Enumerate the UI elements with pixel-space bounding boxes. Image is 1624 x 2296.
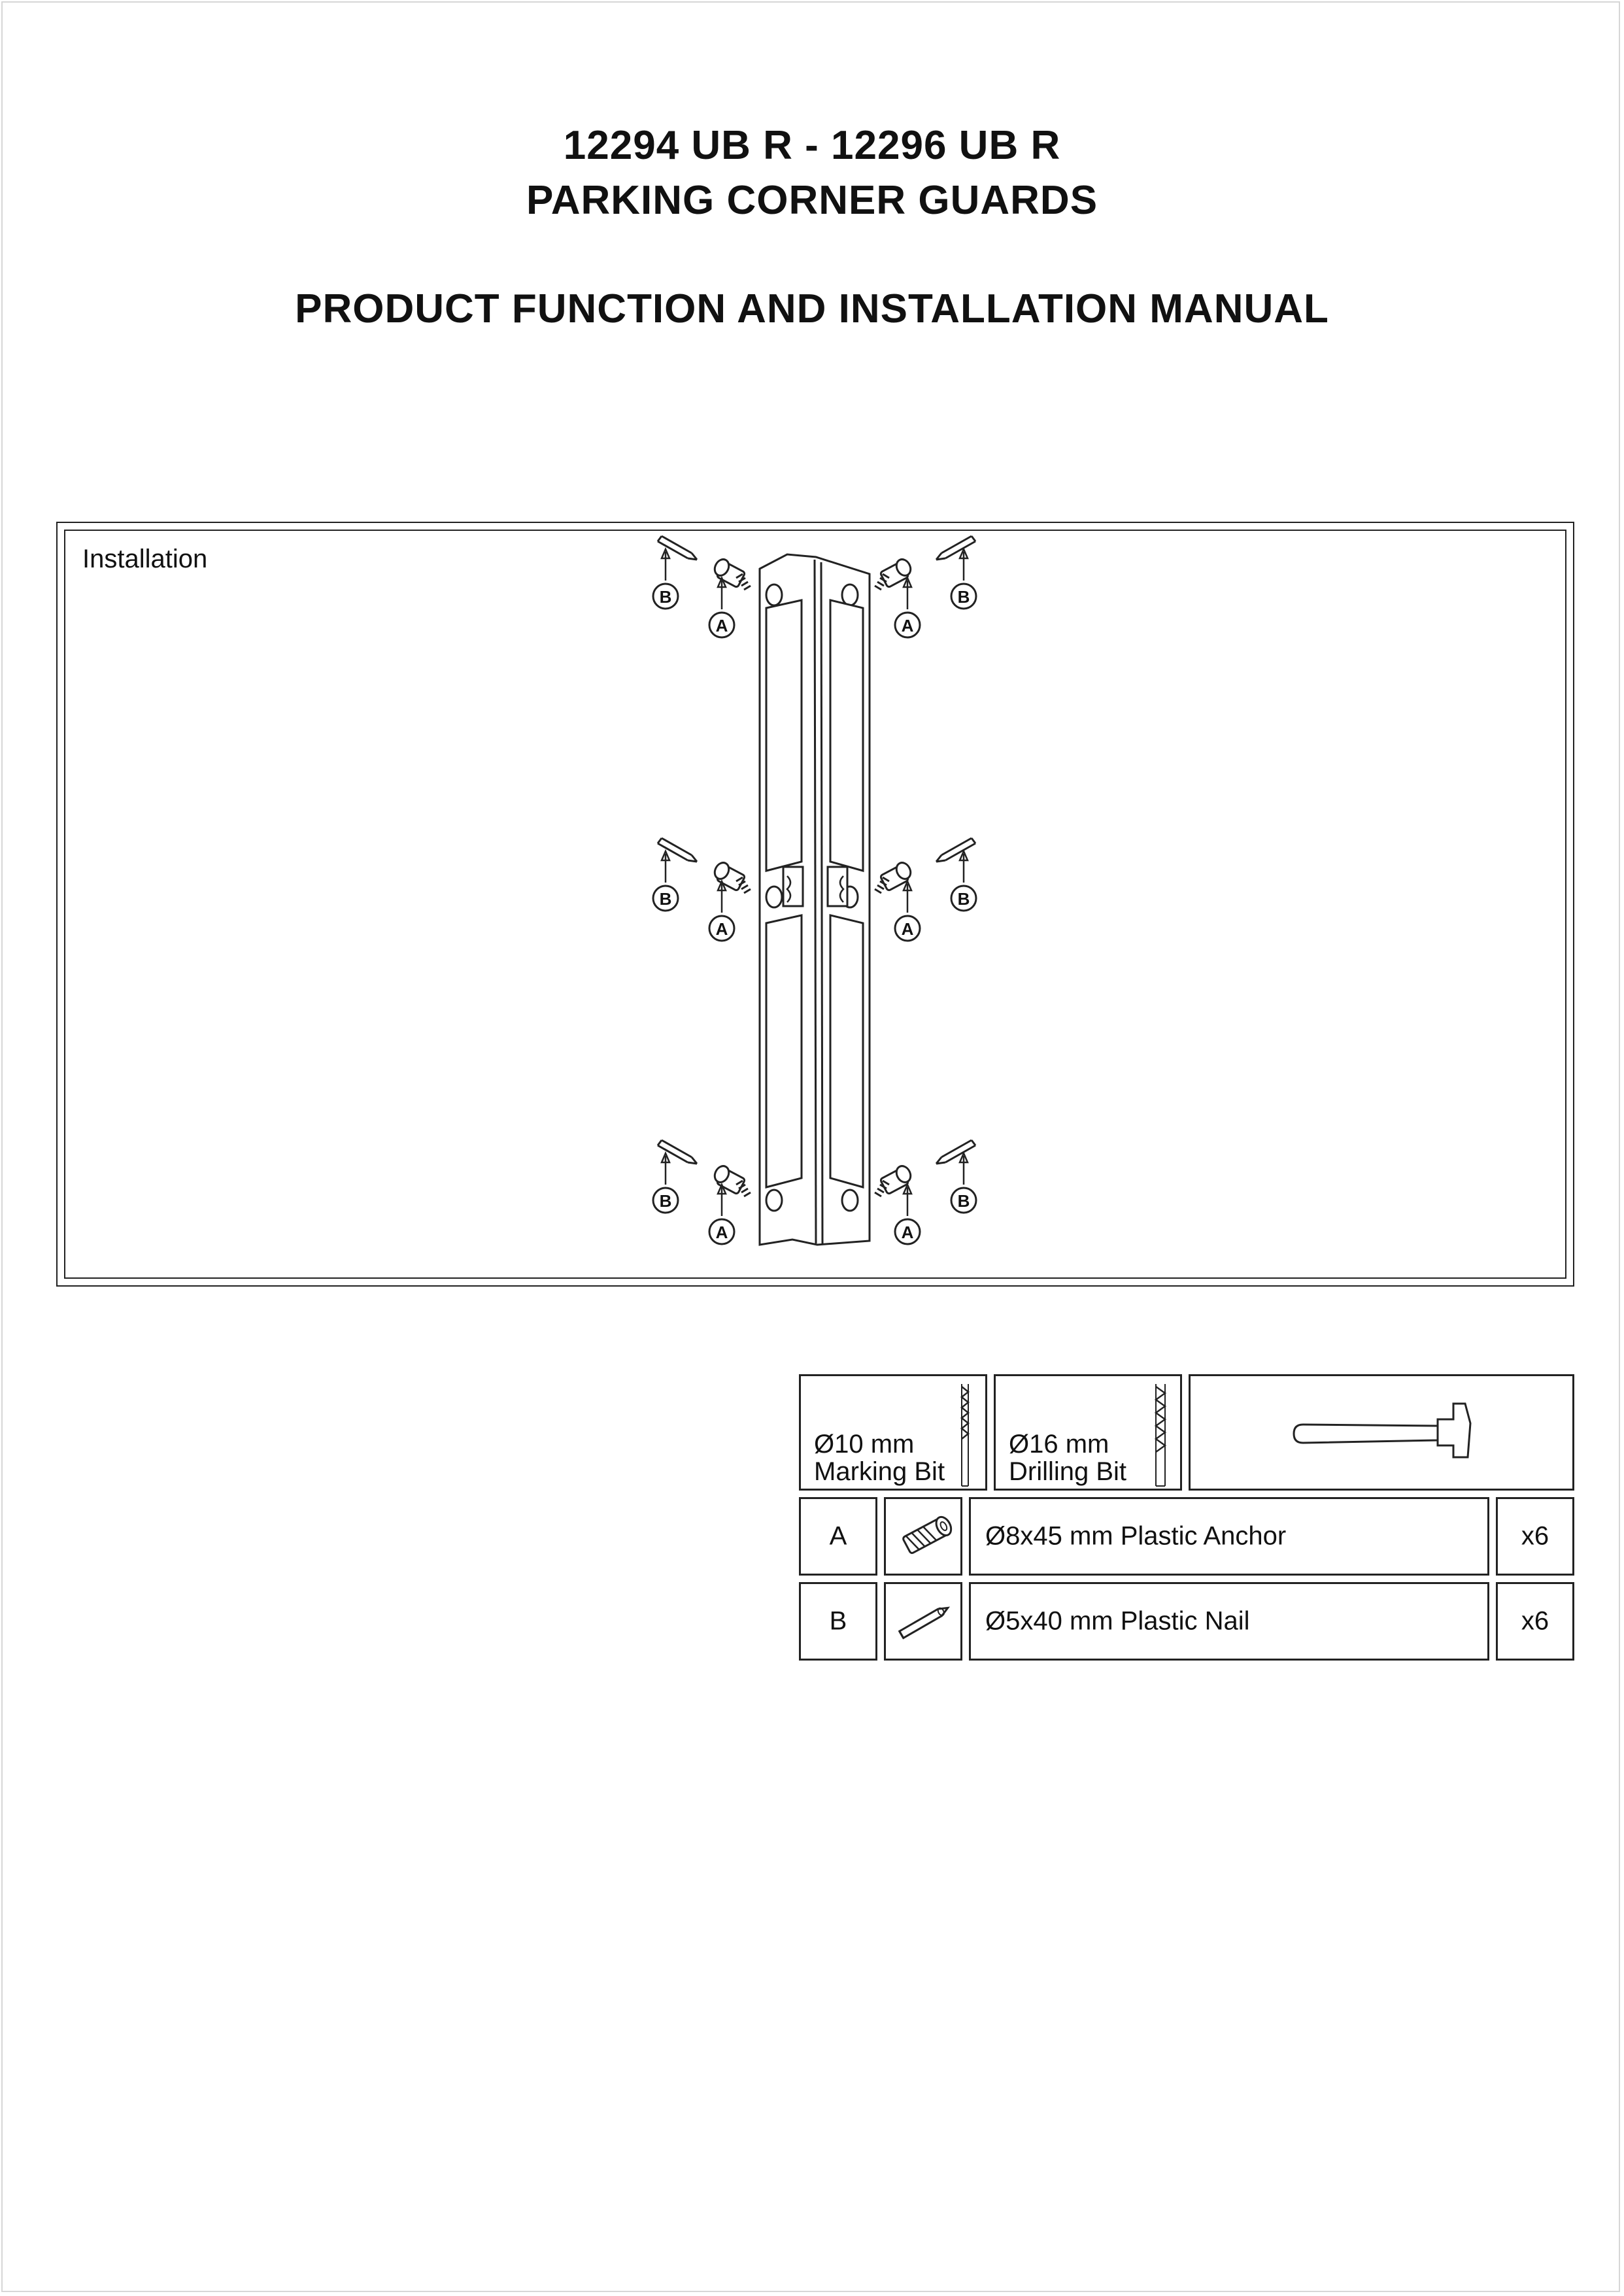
marking-bit-cell	[799, 1374, 987, 1491]
drill-bit-icon	[955, 1381, 975, 1489]
part-a-description: Ø8x45 mm Plastic Anchor	[985, 1521, 1287, 1551]
plastic-nail-icon	[888, 1587, 958, 1656]
marking-bit-name: Marking Bit	[814, 1457, 945, 1486]
part-b-icon-cell	[884, 1582, 962, 1661]
callout-a: A	[901, 1223, 914, 1242]
part-a-code: A	[829, 1521, 847, 1551]
drill-bit-icon	[1150, 1381, 1172, 1489]
part-b-description-cell	[969, 1582, 1489, 1661]
model-title: 12294 UB R - 12296 UB R	[563, 123, 1061, 168]
part-a-qty-cell	[1496, 1497, 1574, 1576]
callout-a: A	[715, 919, 728, 939]
callout-a: A	[715, 616, 728, 635]
part-b-qty: x6	[1521, 1606, 1549, 1636]
hammer-icon	[1289, 1400, 1485, 1472]
callout-a: A	[715, 1223, 728, 1242]
callout-b: B	[659, 1191, 672, 1211]
plastic-anchor-icon	[888, 1502, 958, 1571]
part-a-description-cell	[969, 1497, 1489, 1576]
callout-a: A	[901, 919, 914, 939]
part-a-icon-cell	[884, 1497, 962, 1576]
callout-b: B	[957, 1191, 970, 1211]
part-b-code: B	[829, 1606, 847, 1636]
callout-a: A	[901, 616, 914, 635]
callout-b: B	[957, 587, 970, 607]
part-b-code-cell	[799, 1582, 877, 1661]
product-title: PARKING CORNER GUARDS	[526, 178, 1098, 223]
marking-bit-size: Ø10 mm	[814, 1430, 915, 1459]
hammer-cell	[1189, 1374, 1574, 1491]
manual-title: PRODUCT FUNCTION AND INSTALLATION MANUAL	[295, 286, 1329, 331]
part-b-description: Ø5x40 mm Plastic Nail	[985, 1606, 1250, 1636]
callout-b: B	[659, 587, 672, 607]
drilling-bit-size: Ø16 mm	[1009, 1430, 1109, 1459]
drilling-bit-name: Drilling Bit	[1009, 1457, 1127, 1486]
drilling-bit-cell	[994, 1374, 1182, 1491]
corner-guard-illustration	[760, 554, 870, 1245]
callout-b: B	[659, 889, 672, 909]
part-a-qty: x6	[1521, 1521, 1549, 1551]
installation-label: Installation	[82, 545, 208, 573]
part-b-qty-cell	[1496, 1582, 1574, 1661]
part-a-code-cell	[799, 1497, 877, 1576]
callout-b: B	[957, 889, 970, 909]
